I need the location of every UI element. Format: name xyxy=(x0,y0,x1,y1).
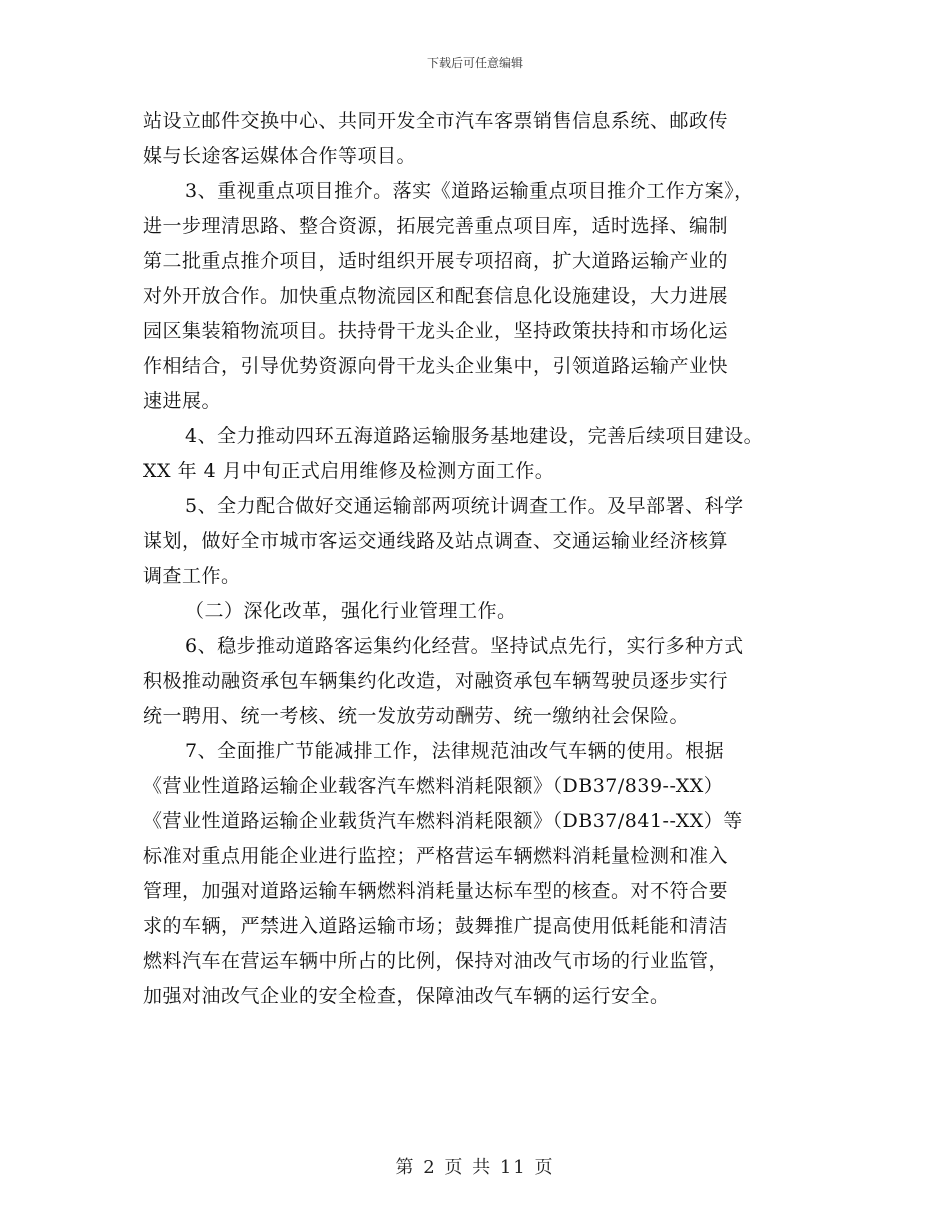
text-line: 园区集装箱物流项目。扶持骨干龙头企业，坚持政策扶持和市场化运 xyxy=(143,320,729,342)
text-line: 《营业性道路运输企业载货汽车燃料消耗限额》（DB37/841--XX）等 xyxy=(143,810,743,832)
text-line: 第二批重点推介项目，适时组织开展专项招商，扩大道路运输产业的 xyxy=(143,250,729,272)
page-number: 第 2 页 共 11 页 xyxy=(395,1157,555,1178)
paragraph xyxy=(143,594,823,629)
text-line: 《营业性道路运输企业载客汽车燃料消耗限额》（DB37/839--XX） xyxy=(143,775,724,797)
text-line: 6、稳步推动道路客运集约化经营。坚持试点先行，实行多种方式 xyxy=(185,635,744,657)
text-line: 7、全面推广节能减排工作，法律规范油改气车辆的使用。根据 xyxy=(185,740,725,762)
text-line: 作相结合，引导优势资源向骨干龙头企业集中，引领道路运输产业快 xyxy=(143,355,729,377)
text-line: 燃料汽车在营运车辆中所占的比例，保持对油改气市场的行业监管， xyxy=(143,950,729,972)
paragraph xyxy=(143,419,823,489)
text-line: 4、全力推动四环五海道路运输服务基地建设，完善后续项目建设。 xyxy=(185,425,764,447)
text-line: 管理，加强对道路运输车辆燃料消耗量达标车型的核查。对不符合要 xyxy=(143,880,729,902)
text-line: 调查工作。 xyxy=(143,565,241,587)
paragraph xyxy=(143,734,823,1014)
text-line: 站设立邮件交换中心、共同开发全市汽车客票销售信息系统、邮政传 xyxy=(143,110,729,132)
paragraph xyxy=(143,174,823,419)
text-line: XX 年 4 月中旬正式启用维修及检测方面工作。 xyxy=(143,460,555,482)
text-line: （二）深化改革，强化行业管理工作。 xyxy=(185,600,517,622)
document-body xyxy=(143,104,823,1014)
text-line: 加强对油改气企业的安全检查，保障油改气车辆的运行安全。 xyxy=(143,985,670,1007)
text-line: 5、全力配合做好交通运输部两项统计调查工作。及早部署、科学 xyxy=(185,495,744,517)
text-line: 媒与长途客运媒体合作等项目。 xyxy=(143,145,417,167)
text-line: 速进展。 xyxy=(143,390,222,412)
paragraph xyxy=(143,489,823,594)
paragraph xyxy=(143,629,823,734)
text-line: 对外开放合作。加快重点物流园区和配套信息化设施建设，大力进展 xyxy=(143,285,729,307)
text-line: 标准对重点用能企业进行监控；严格营运车辆燃料消耗量检测和准入 xyxy=(143,845,729,867)
text-line: 统一聘用、统一考核、统一发放劳动酬劳、统一缴纳社会保险。 xyxy=(143,705,690,727)
text-line: 3、重视重点项目推介。落实《道路运输重点项目推介工作方案》， xyxy=(185,180,754,202)
paragraph xyxy=(143,104,823,174)
text-line: 进一步理清思路、整合资源，拓展完善重点项目库，适时选择、编制 xyxy=(143,215,729,237)
page-header: 下载后可任意编辑 xyxy=(426,56,523,70)
text-line: 谋划，做好全市城市客运交通线路及站点调查、交通运输业经济核算 xyxy=(143,530,729,552)
text-line: 求的车辆，严禁进入道路运输市场；鼓舞推广提高使用低耗能和清洁 xyxy=(143,915,729,937)
text-line: 积极推动融资承包车辆集约化改造，对融资承包车辆驾驶员逐步实行 xyxy=(143,670,729,692)
